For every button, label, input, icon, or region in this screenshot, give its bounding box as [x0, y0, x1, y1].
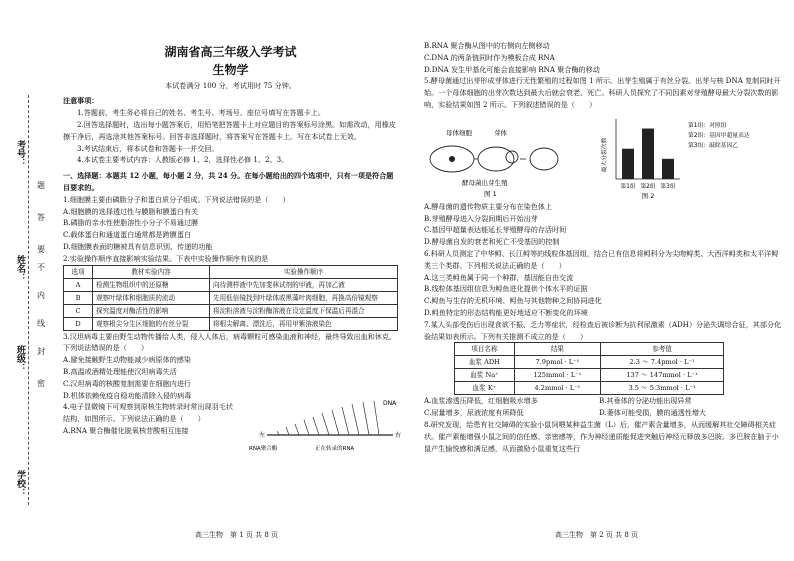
table-cell: 4.2mmol · L⁻¹	[514, 382, 600, 395]
table-cell: B	[64, 291, 93, 304]
note-item: 4.本试卷主要考试内容：人教版必修 1、2，选择性必修 1、2、3。	[77, 155, 289, 165]
nucleus	[449, 156, 455, 162]
table-row	[64, 278, 398, 291]
dna-label: DNA	[383, 400, 397, 408]
fig2-label: 图 2	[641, 191, 655, 199]
table-cell: 血浆 K⁺	[455, 382, 515, 395]
table-header: 结果	[514, 343, 600, 356]
options-row	[424, 407, 782, 419]
budding-cell	[478, 147, 514, 171]
seal-line	[28, 95, 29, 505]
table-cell: 2.3 ～ 7.4pmol · L⁻¹	[601, 356, 724, 369]
binding-strip	[0, 0, 60, 561]
table-header-row	[455, 343, 724, 356]
table-cell: 先用低倍镜找到叶绿体或黑藻叶肉细胞，再换高倍镜观察	[210, 291, 398, 304]
note-item: 1.答题前，考生务必将自己的姓名、考生号、考场号、座位号填写在答题卡上。	[77, 108, 325, 118]
table-row	[455, 382, 724, 395]
legend-item: 第3组：敲除基因乙	[688, 142, 739, 149]
mother-cell-label: 母体细胞	[446, 128, 472, 137]
rna-strands	[277, 401, 379, 435]
table-cell: 血浆 ADH	[455, 356, 515, 369]
x-tick-label: 第2组	[640, 183, 656, 190]
table-cell: 125mmol · L⁻¹	[514, 369, 600, 382]
table-cell: 探究温度对酶活性的影响	[93, 304, 210, 317]
option: D.鲟鱼特定的形态结构能更好地适应不断变化的环境	[424, 307, 588, 317]
option: B.线粒体基因组信息为鲟鱼进化提供个体水平的证据	[424, 284, 588, 294]
option: D.萎体可能受损，膜的通透性增大	[599, 408, 707, 418]
option: A.酵母菌的遗传物质主要分布在染色体上	[424, 201, 552, 211]
seal-char: 题	[37, 181, 45, 190]
table-header: 实验操作顺序	[210, 265, 398, 278]
seal-char: 密	[37, 379, 45, 388]
subject-title: 生物学	[212, 62, 249, 77]
class-label: 班级：	[15, 345, 25, 372]
table-row	[64, 317, 398, 330]
left-label: 左	[259, 432, 266, 440]
experiment-table	[63, 265, 398, 331]
exam-number-label: 考号：	[15, 140, 25, 167]
page-footer: 高三生物 第 2 页 共 8 页	[555, 531, 639, 539]
table-cell: D	[64, 317, 93, 330]
option: B.高温或酒精处理能使汉坦病毒失活	[63, 366, 177, 376]
question-stem: 8.研究发现，给患有社交障碍的实验小鼠饲喂某种益生菌（L）后，催产素含量增多，从而缓解其社交障碍相关症状。催产素能增强小鼠之间的信任感、亲密感等，作为神经递质能促进突触后神经元释放多巴胺。多巴胺在脑于小鼠产生愉悦感和满足感，从而激励小鼠重复这些行	[424, 419, 779, 453]
option: C.基因甲超量表达能延长芽殖酵母的存活时间	[424, 225, 567, 235]
page-footer: 高三生物 第 1 页 共 8 页	[195, 531, 279, 539]
table-cell: 观察根尖分生区细胞的有丝分裂	[93, 317, 210, 330]
question-stem: 4.电子显微镜下可观察到原核生物转录时常出现羽毛状结构，如图所示。下列说法正确的是（ ）	[63, 402, 233, 424]
legend-item: 第1组：对照组	[688, 122, 727, 129]
figure-row	[424, 113, 782, 199]
exam-info: 本试卷满分 100 分，考试用时 75 分钟。	[165, 80, 296, 90]
option: B.芽殖酵母进入分裂间期后开始出芽	[424, 213, 538, 223]
table-header: 项目名称	[455, 343, 515, 356]
bud-label: 芽体	[494, 128, 507, 137]
question-4	[63, 400, 402, 453]
options-row	[424, 395, 782, 407]
right-label: 右	[395, 432, 402, 440]
fig1-caption: 酵母菌出芽生殖	[462, 178, 508, 187]
daughter-cell	[530, 148, 558, 170]
note-item: 2.回答选择题时，选出每小题答案后，用铅笔把答题卡上对应题目的答案标号涂黑。如需改动，用橡皮擦干净后，再选涂其他答案标号。回答非选择题时，将答案写在答题卡上。写在本试卷上无效。	[63, 119, 396, 141]
table-cell: C	[64, 304, 93, 317]
budding-figure	[424, 119, 574, 199]
table-row	[64, 291, 398, 304]
table-cell: 7.9pmol · L⁻¹	[514, 356, 600, 369]
option: D.酵母菌自发的衰老和死亡不受基因的控制	[424, 237, 560, 247]
table-cell: 将根尖解离、漂洗后，再用甲紫溶液染色	[210, 317, 398, 330]
page-2	[424, 40, 782, 454]
rna-label: 正在转录的RNA	[315, 446, 355, 453]
table-header-row	[64, 265, 398, 278]
seal-char: 要	[37, 245, 45, 254]
option: D.机体依赖免疫自稳功能清除入侵的病毒	[63, 390, 192, 400]
table-row	[64, 304, 398, 317]
table-header: 教材实验内容	[93, 265, 210, 278]
table-cell: 137 ～ 147mmol · L⁻¹	[601, 369, 724, 382]
option: A.RNA 聚合酶催化脱氧核苷酸相互连接	[63, 425, 189, 435]
option: A.避免接触野生动物能减少病原体的感染	[63, 355, 191, 365]
seal-char: 封	[37, 347, 45, 356]
question-stem: 6.科研人员测定了中华鲟、长江鲟等的线粒体基因组，结合已有信息将鲟科分为尖吻鲟类、大西洋鲟类和太平洋鲟类三个类群。下列相关说法正确的是（ ）	[424, 248, 779, 270]
seal-char: 答	[37, 213, 45, 222]
table-row	[455, 369, 724, 382]
option: A.细胞膜的选择透过性与膜脂和膜蛋白有关	[63, 206, 199, 216]
option: D.细胞膜表面的糖被具有信息识别、传递的功能	[63, 241, 213, 251]
table-header: 选项	[64, 265, 93, 278]
table-cell: 将淀粉溶液与淀粉酶溶液在设定温度下保温后再混合	[210, 304, 398, 317]
option: A.这三类鲟鱼属于同一个种群，基因能自由交流	[424, 272, 574, 282]
option: C.DNA 的两条链同时作为模板合成 RNA	[424, 52, 555, 62]
option: C.载体蛋白和通道蛋白通常都是跨膜蛋白	[63, 230, 192, 240]
table-cell: A	[64, 278, 93, 291]
question-stem: 7.某人头部受伤后出现食欲不振、乏力等症状，经检查后被诊断为抗利尿激素（ADH）分泌失调综合征，其部分化验结果如表所示。下列有关推测不成立的是（ ）	[424, 319, 782, 341]
table-cell: 观察叶绿体和细胞质的流动	[93, 291, 210, 304]
bar-group-3	[662, 159, 674, 179]
table-row	[455, 356, 724, 369]
page-1	[63, 35, 402, 453]
table-cell: 向待测样液中先加斐林试剂的甲液，再加乙液	[210, 278, 398, 291]
school-label: 学校：	[15, 470, 25, 497]
lab-result-table	[454, 342, 724, 395]
note-item: 3.考试结束后，将本试卷和答题卡一并交回。	[77, 143, 219, 153]
question-stem: 2.实验操作顺序直接影响实验结果。下表中实验操作顺序有误的是	[63, 253, 269, 263]
option: B.磷脂的亲水性使脂溶性小分子不易通过膜	[63, 218, 199, 228]
option: B.其垂体的分泌功能出现异常	[599, 396, 692, 406]
question-stem: 1.细胞膜主要由磷脂分子和蛋白质分子组成。下列说法错误的是（ ）	[63, 194, 290, 204]
seal-char: 线	[37, 319, 45, 328]
table-cell: 3.5 ～ 5.3mmol · L⁻¹	[601, 382, 724, 395]
option: C.鲟鱼与生存的无机环境、鲟鱼与其他物种之间协同进化	[424, 296, 602, 306]
bar-chart	[596, 115, 776, 199]
y-axis-label: 最大分裂次数	[602, 137, 608, 173]
legend-item: 第2组：基因甲超量表达	[688, 132, 750, 139]
option: C.尿量增多，尿液浓度有所降低	[424, 408, 524, 418]
x-tick-label: 第1组	[620, 183, 636, 190]
name-label: 姓名：	[15, 255, 25, 282]
option: B.RNA 聚合酶从图中的右侧向左侧移动	[424, 41, 550, 50]
table-cell: 血浆 Na⁺	[455, 369, 515, 382]
fig1-label: 图 1	[484, 189, 497, 198]
x-tick-label: 第3组	[660, 183, 676, 190]
transcription-figure	[245, 395, 403, 453]
option: D.DNA 发生甲基化可能会直接影响 RNA 聚合酶的移动	[424, 64, 600, 74]
option: A.血浆渗透压降低，红细胞吸水增多	[424, 396, 538, 406]
table-header: 参考值	[601, 343, 724, 356]
exam-title: 湖南省高三年级入学考试	[164, 45, 297, 59]
option: C.汉坦病毒的核酸复制需要在细胞内进行	[63, 378, 192, 388]
section-heading: 一、选择题：本题共 12 小题，每小题 2 分，共 24 分。在每小题给出的四个选项中，只有一项是符合题目要求的。	[63, 171, 394, 192]
question-stem: 3.汉坦病毒主要由野生动物传播给人类，侵入人体后，病毒颗粒可感染血液和神经，最终导致出血和休克。下列说法错误的是（ ）	[63, 331, 397, 353]
seal-char: 不	[37, 263, 45, 272]
bar-group-1	[622, 149, 634, 179]
table-cell: 检测生物组织中的还原糖	[93, 278, 210, 291]
rnap-label: RNA聚合酶	[249, 446, 278, 453]
question-stem: 5.酵母菌通过出芽形成芽体进行无性繁殖的过程如图 1 所示。出芽生殖属于有丝分裂。出芽与核 DNA 复制同时开始。一个母体细胞的出芽次数达到最大后就会衰老、死亡。科研人员探究了不同因素对芽殖酵母最大分裂次数的影响，实验结果如图 2 所示。下列叙述错误的是（ ）	[424, 76, 781, 109]
bar-group-2	[642, 128, 654, 178]
seal-char: 内	[37, 291, 45, 300]
notes-heading: 注意事项：	[63, 96, 99, 106]
